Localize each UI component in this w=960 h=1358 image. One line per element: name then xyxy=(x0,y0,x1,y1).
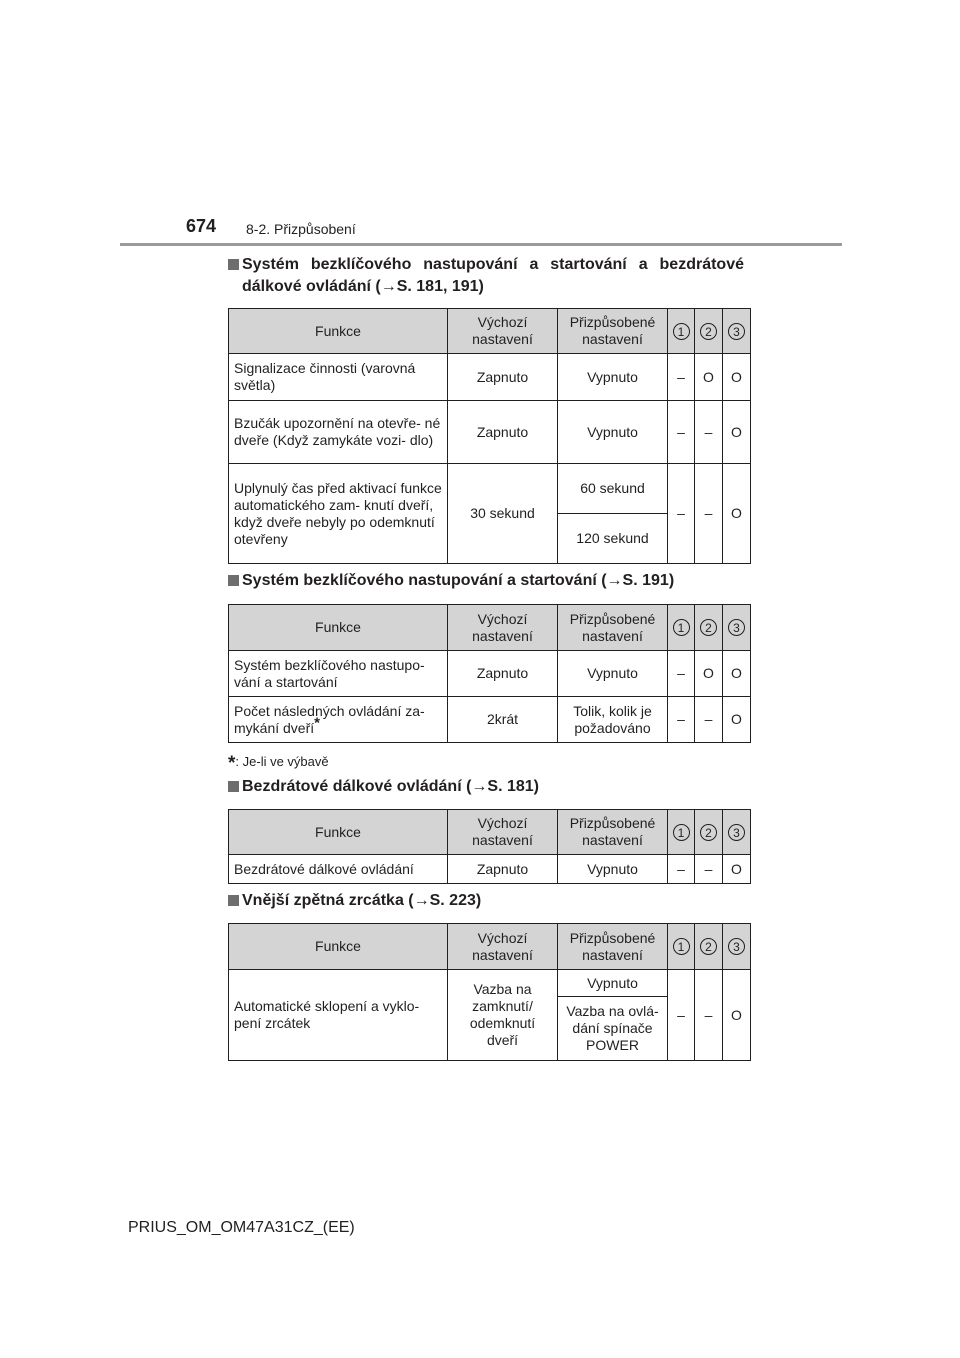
mark-cell-3: O xyxy=(723,464,751,564)
default-cell: 2krát xyxy=(448,697,558,743)
header-col3 xyxy=(723,810,751,855)
header-col1 xyxy=(668,810,695,855)
header-col3 xyxy=(723,924,751,970)
table-row xyxy=(229,970,751,997)
settings-table-2 xyxy=(228,604,751,743)
table-row xyxy=(229,354,751,401)
mark-cell-3: O xyxy=(723,970,751,1061)
default-cell: Zapnuto xyxy=(448,651,558,697)
table-row xyxy=(229,401,751,464)
circled-1-icon: 1 xyxy=(673,323,690,340)
bullet-square-icon xyxy=(228,259,239,270)
footnote-text: : Je-li ve výbavě xyxy=(235,754,329,769)
table-row xyxy=(229,697,751,743)
table-row xyxy=(229,651,751,697)
header-col2 xyxy=(695,810,723,855)
custom-cell: Vypnuto xyxy=(558,401,668,464)
default-cell: Zapnuto xyxy=(448,855,558,884)
circled-2-icon: 2 xyxy=(700,938,717,955)
mark-cell-1: – xyxy=(668,855,695,884)
default-cell: Zapnuto xyxy=(448,401,558,464)
custom-cell: Vypnuto xyxy=(558,855,668,884)
header-col1 xyxy=(668,309,695,354)
function-cell: Systém bezklíčového nastupo- vání a startování xyxy=(229,651,448,697)
circled-1-icon: 1 xyxy=(673,938,690,955)
mark-cell-3: O xyxy=(723,855,751,884)
mark-cell-2: – xyxy=(695,464,723,564)
mark-cell-3: O xyxy=(723,697,751,743)
header-col2 xyxy=(695,605,723,651)
page-number: 674 xyxy=(186,216,217,236)
footnote-star: * xyxy=(228,753,236,774)
mark-cell-1: – xyxy=(668,970,695,1061)
table-row xyxy=(229,855,751,884)
document-code: PRIUS_OM_OM47A31CZ_(EE) xyxy=(128,1219,355,1236)
mark-cell-1: – xyxy=(668,464,695,564)
header-function: Funkce xyxy=(229,810,448,855)
function-cell: Uplynulý čas před aktivací funkce automatického zam- knutí dveří, když dveře nebyly po odemknutí otevřeny xyxy=(229,464,448,564)
mark-cell-2: – xyxy=(695,970,723,1061)
circled-2-icon: 2 xyxy=(700,619,717,636)
custom-cell: Vypnuto xyxy=(558,651,668,697)
header-custom: Přizpůsobené nastavení xyxy=(558,605,668,651)
header-default: Výchozí nastavení xyxy=(448,810,558,855)
function-cell: Signalizace činnosti (varovná světla) xyxy=(229,354,448,401)
section-heading-4: Vnější zpětná zrcátka (→S. 223) xyxy=(228,890,768,912)
function-cell: Počet následných ovládání za- mykání dveří* xyxy=(229,697,448,743)
header-default: Výchozí nastavení xyxy=(448,924,558,970)
custom-cell: Vypnuto xyxy=(558,970,668,997)
footnote xyxy=(228,750,329,772)
header-col1 xyxy=(668,605,695,651)
settings-table-4 xyxy=(228,923,751,1061)
custom-cell: Tolik, kolik je požadováno xyxy=(558,697,668,743)
mark-cell-2: O xyxy=(695,651,723,697)
mark-cell-2: O xyxy=(695,354,723,401)
circled-3-icon: 3 xyxy=(728,323,745,340)
header-default: Výchozí nastavení xyxy=(448,309,558,354)
section-title: 8-2. Přizpůsobení xyxy=(246,221,356,237)
header-custom: Přizpůsobené nastavení xyxy=(558,309,668,354)
mark-cell-3: O xyxy=(723,354,751,401)
circled-2-icon: 2 xyxy=(700,824,717,841)
mark-cell-2: – xyxy=(695,401,723,464)
mark-cell-1: – xyxy=(668,697,695,743)
function-cell: Bzučák upozornění na otevře- né dveře (Když zamykáte vozi- dlo) xyxy=(229,401,448,464)
section-heading-1: Systém bezklíčového nastupování a startování a bezdrátové dálkové ovládání (→S. 181, 191) xyxy=(228,254,744,298)
mark-cell-3: O xyxy=(723,651,751,697)
circled-3-icon: 3 xyxy=(728,824,745,841)
header-rule xyxy=(120,243,842,246)
header-custom: Přizpůsobené nastavení xyxy=(558,924,668,970)
mark-cell-2: – xyxy=(695,697,723,743)
mark-cell-2: – xyxy=(695,855,723,884)
header-function: Funkce xyxy=(229,924,448,970)
function-cell: Bezdrátové dálkové ovládání xyxy=(229,855,448,884)
section-heading-2: Systém bezklíčového nastupování a startování (→S. 191) xyxy=(228,570,768,592)
mark-cell-1: – xyxy=(668,401,695,464)
circled-3-icon: 3 xyxy=(728,619,745,636)
mark-cell-1: – xyxy=(668,651,695,697)
header-col3 xyxy=(723,309,751,354)
header-function: Funkce xyxy=(229,309,448,354)
circled-3-icon: 3 xyxy=(728,938,745,955)
header-custom: Přizpůsobené nastavení xyxy=(558,810,668,855)
header-default: Výchozí nastavení xyxy=(448,605,558,651)
circled-2-icon: 2 xyxy=(700,323,717,340)
custom-cell: Vypnuto xyxy=(558,354,668,401)
circled-1-icon: 1 xyxy=(673,619,690,636)
mark-cell-1: – xyxy=(668,354,695,401)
custom-cell: 120 sekund xyxy=(558,514,668,564)
header-col2 xyxy=(695,309,723,354)
footnote-marker: * xyxy=(314,713,320,731)
header-col3 xyxy=(723,605,751,651)
header-col2 xyxy=(695,924,723,970)
mark-cell-3: O xyxy=(723,401,751,464)
settings-table-3 xyxy=(228,809,751,884)
custom-cell: 60 sekund xyxy=(558,464,668,514)
default-cell: Zapnuto xyxy=(448,354,558,401)
custom-cell: Vazba na ovlá- dání spínače POWER xyxy=(558,997,668,1061)
section-heading-3: Bezdrátové dálkové ovládání (→S. 181) xyxy=(228,776,768,798)
header-col1 xyxy=(668,924,695,970)
bullet-square-icon xyxy=(228,895,239,906)
bullet-square-icon xyxy=(228,781,239,792)
bullet-square-icon xyxy=(228,575,239,586)
circled-1-icon: 1 xyxy=(673,824,690,841)
default-cell: 30 sekund xyxy=(448,464,558,564)
table-row xyxy=(229,464,751,514)
function-cell: Automatické sklopení a vyklo- pení zrcátek xyxy=(229,970,448,1061)
default-cell: Vazba na zamknutí/ odemknutí dveří xyxy=(448,970,558,1061)
header-function: Funkce xyxy=(229,605,448,651)
settings-table-1 xyxy=(228,308,751,564)
